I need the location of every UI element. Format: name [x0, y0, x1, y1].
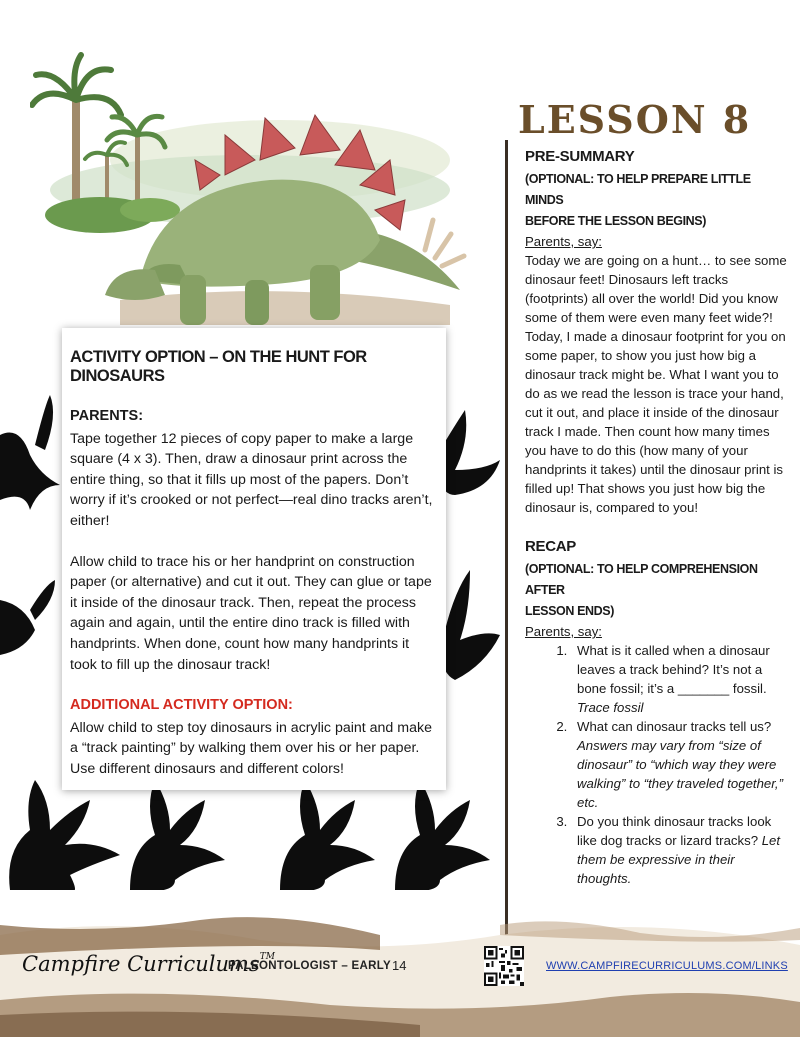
activity-box	[62, 328, 446, 790]
recap-subheading-line1: (OPTIONAL: TO HELP COMPREHENSION AFTER	[525, 562, 758, 597]
dinosaur-track-icon	[385, 780, 505, 890]
dinosaur-track-icon	[440, 400, 500, 510]
recap-question-list	[525, 641, 787, 888]
recap-question	[571, 812, 787, 888]
answer-text: Trace fossil	[577, 700, 644, 715]
question-text: Do you think dinosaur tracks look like dog tracks or lizard tracks?	[577, 814, 772, 848]
question-text: What is it called when a dinosaur leaves a track behind? It’s not a bone fossil; it’s a _______ fossil.	[577, 643, 770, 696]
dinosaur-track-icon	[120, 780, 230, 890]
curriculum-link[interactable]: WWW.CAMPFIRECURRICULUMS.COM/LINKS	[546, 960, 788, 972]
recap-subheading-line2: LESSON ENDS)	[525, 604, 614, 618]
dinosaur-track-icon	[0, 580, 60, 670]
lesson-title: LESSON 8	[518, 97, 752, 142]
trademark: TM	[259, 952, 275, 962]
recap-question	[571, 641, 787, 717]
parents-label: PARENTS:	[70, 408, 144, 424]
dinosaur-track-icon	[0, 780, 130, 890]
answer-text: Answers may vary from “size of dinosaur” to “which way they were walking” to “they traveled together,” etc.	[577, 738, 783, 810]
answer-text: Let them be expressive in their thoughts.	[577, 833, 781, 886]
pre-summary-subheading-line2: BEFORE THE LESSON BEGINS)	[525, 214, 706, 228]
recap-heading: RECAP	[525, 538, 577, 555]
column-divider	[505, 140, 508, 940]
pre-summary-heading: PRE-SUMMARY	[525, 148, 635, 165]
pre-summary-subheading	[525, 169, 787, 232]
dinosaur-track-icon	[0, 395, 70, 515]
recap-question	[571, 717, 787, 812]
activity-paragraph-3: Allow child to step toy dinosaurs in acrylic paint and make a “track painting” by walking them over his or her paper. Use different dinosaurs and different colors!	[70, 719, 432, 777]
activity-paragraph-1: Tape together 12 pieces of copy paper to make a large square (4 x 3). Then, draw a dinosaur print across the entire thing, so that it fills up most of the papers. Don’t worry if it’s crooked or not perfect—real dino tracks aren’t, either!	[70, 430, 433, 529]
parents-say-label: Parents, say:	[525, 624, 602, 639]
activity-title: ACTIVITY OPTION – ON THE HUNT FOR DINOSAURS	[70, 348, 367, 385]
course-subject: PALEONTOLOGIST – EARLY	[228, 960, 391, 972]
stegosaurus-illustration	[30, 40, 470, 340]
activity-paragraph-2: Allow child to trace his or her handprint on construction paper (or alternative) and cut it out. They can glue or tape it inside of the dinosaur track. Then, repeat the process again and again, until the entire dino track is filled with handprints. When done, count how many handprints it took to fill up the dinosaur track!	[70, 553, 432, 673]
question-text: What can dinosaur tracks tell us?	[577, 719, 772, 734]
lesson-column	[525, 147, 787, 888]
parents-say-label: Parents, say:	[525, 234, 602, 249]
dinosaur-track-icon	[440, 570, 500, 690]
qr-code-icon	[484, 946, 524, 986]
recap-subheading	[525, 559, 787, 622]
pre-summary-text: Today we are going on a hunt… to see some dinosaur feet! Dinosaurs left tracks (footprints) all over the world! Did you know some of them were even many feet wide?! Today, I made a dinosaur footprint for you on some paper, to show you just how big a dinosaur track might be. What I want you to do as we read the lesson is trace your hand, cut it out, and place it inside of the dinosaur track I made. Then count how many times you have to do this (how many of your handprints it takes) until the dinosaur print is filled up! That shows you just how big the dinosaur is, compared to you!	[525, 253, 787, 515]
dinosaur-track-icon	[270, 780, 390, 890]
pre-summary-subheading-line1: (OPTIONAL: TO HELP PREPARE LITTLE MINDS	[525, 172, 751, 207]
page-number: 14	[392, 958, 407, 973]
brand-name: Campfire Curriculums	[22, 952, 260, 976]
additional-activity-label: ADDITIONAL ACTIVITY OPTION:	[70, 697, 293, 714]
